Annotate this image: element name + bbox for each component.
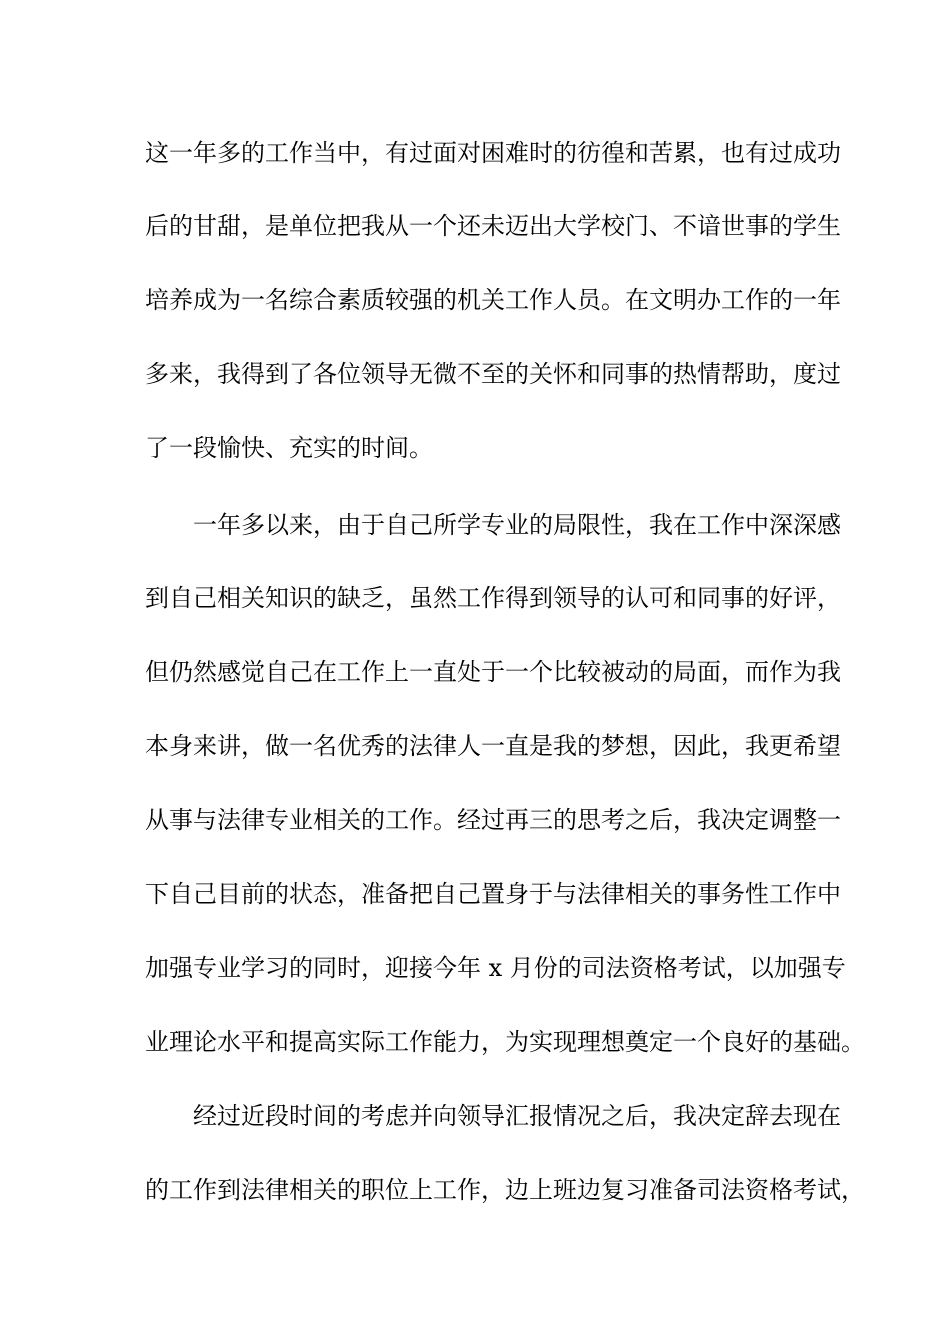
text-line: 多来，我得到了各位领导无微不至的关怀和同事的热情帮助，度过 — [145, 360, 841, 388]
text-line: 后的甘甜，是单位把我从一个还未迈出大学校门、不谙世事的学生 — [145, 212, 841, 240]
text-line: 本身来讲，做一名优秀的法律人一直是我的梦想，因此，我更希望 — [145, 732, 841, 760]
text-line: 到自己相关知识的缺乏，虽然工作得到领导的认可和同事的好评， — [145, 584, 841, 612]
text-line: 加强专业学习的同时，迎接今年 x 月份的司法资格考试，以加强专 — [145, 954, 846, 982]
text-line: 从事与法律专业相关的工作。经过再三的思考之后，我决定调整一 — [145, 806, 841, 834]
text-line: 但仍然感觉自己在工作上一直处于一个比较被动的局面，而作为我 — [145, 658, 841, 686]
paragraph-first-line: 经过近段时间的考虑并向领导汇报情况之后，我决定辞去现在 — [193, 1102, 841, 1130]
text-line: 业理论水平和提高实际工作能力，为实现理想奠定一个良好的基础。 — [145, 1028, 865, 1056]
text-line: 下自己目前的状态，准备把自己置身于与法律相关的事务性工作中 — [145, 880, 841, 908]
text-line: 这一年多的工作当中，有过面对困难时的彷徨和苦累，也有过成功 — [145, 139, 841, 167]
text-line: 培养成为一名综合素质较强的机关工作人员。在文明办工作的一年 — [145, 286, 841, 314]
text-line: 了一段愉快、充实的时间。 — [145, 434, 433, 462]
paragraph-first-line: 一年多以来，由于自己所学专业的局限性，我在工作中深深感 — [193, 511, 841, 539]
text-line: 的工作到法律相关的职位上工作，边上班边复习准备司法资格考试， — [145, 1176, 865, 1204]
